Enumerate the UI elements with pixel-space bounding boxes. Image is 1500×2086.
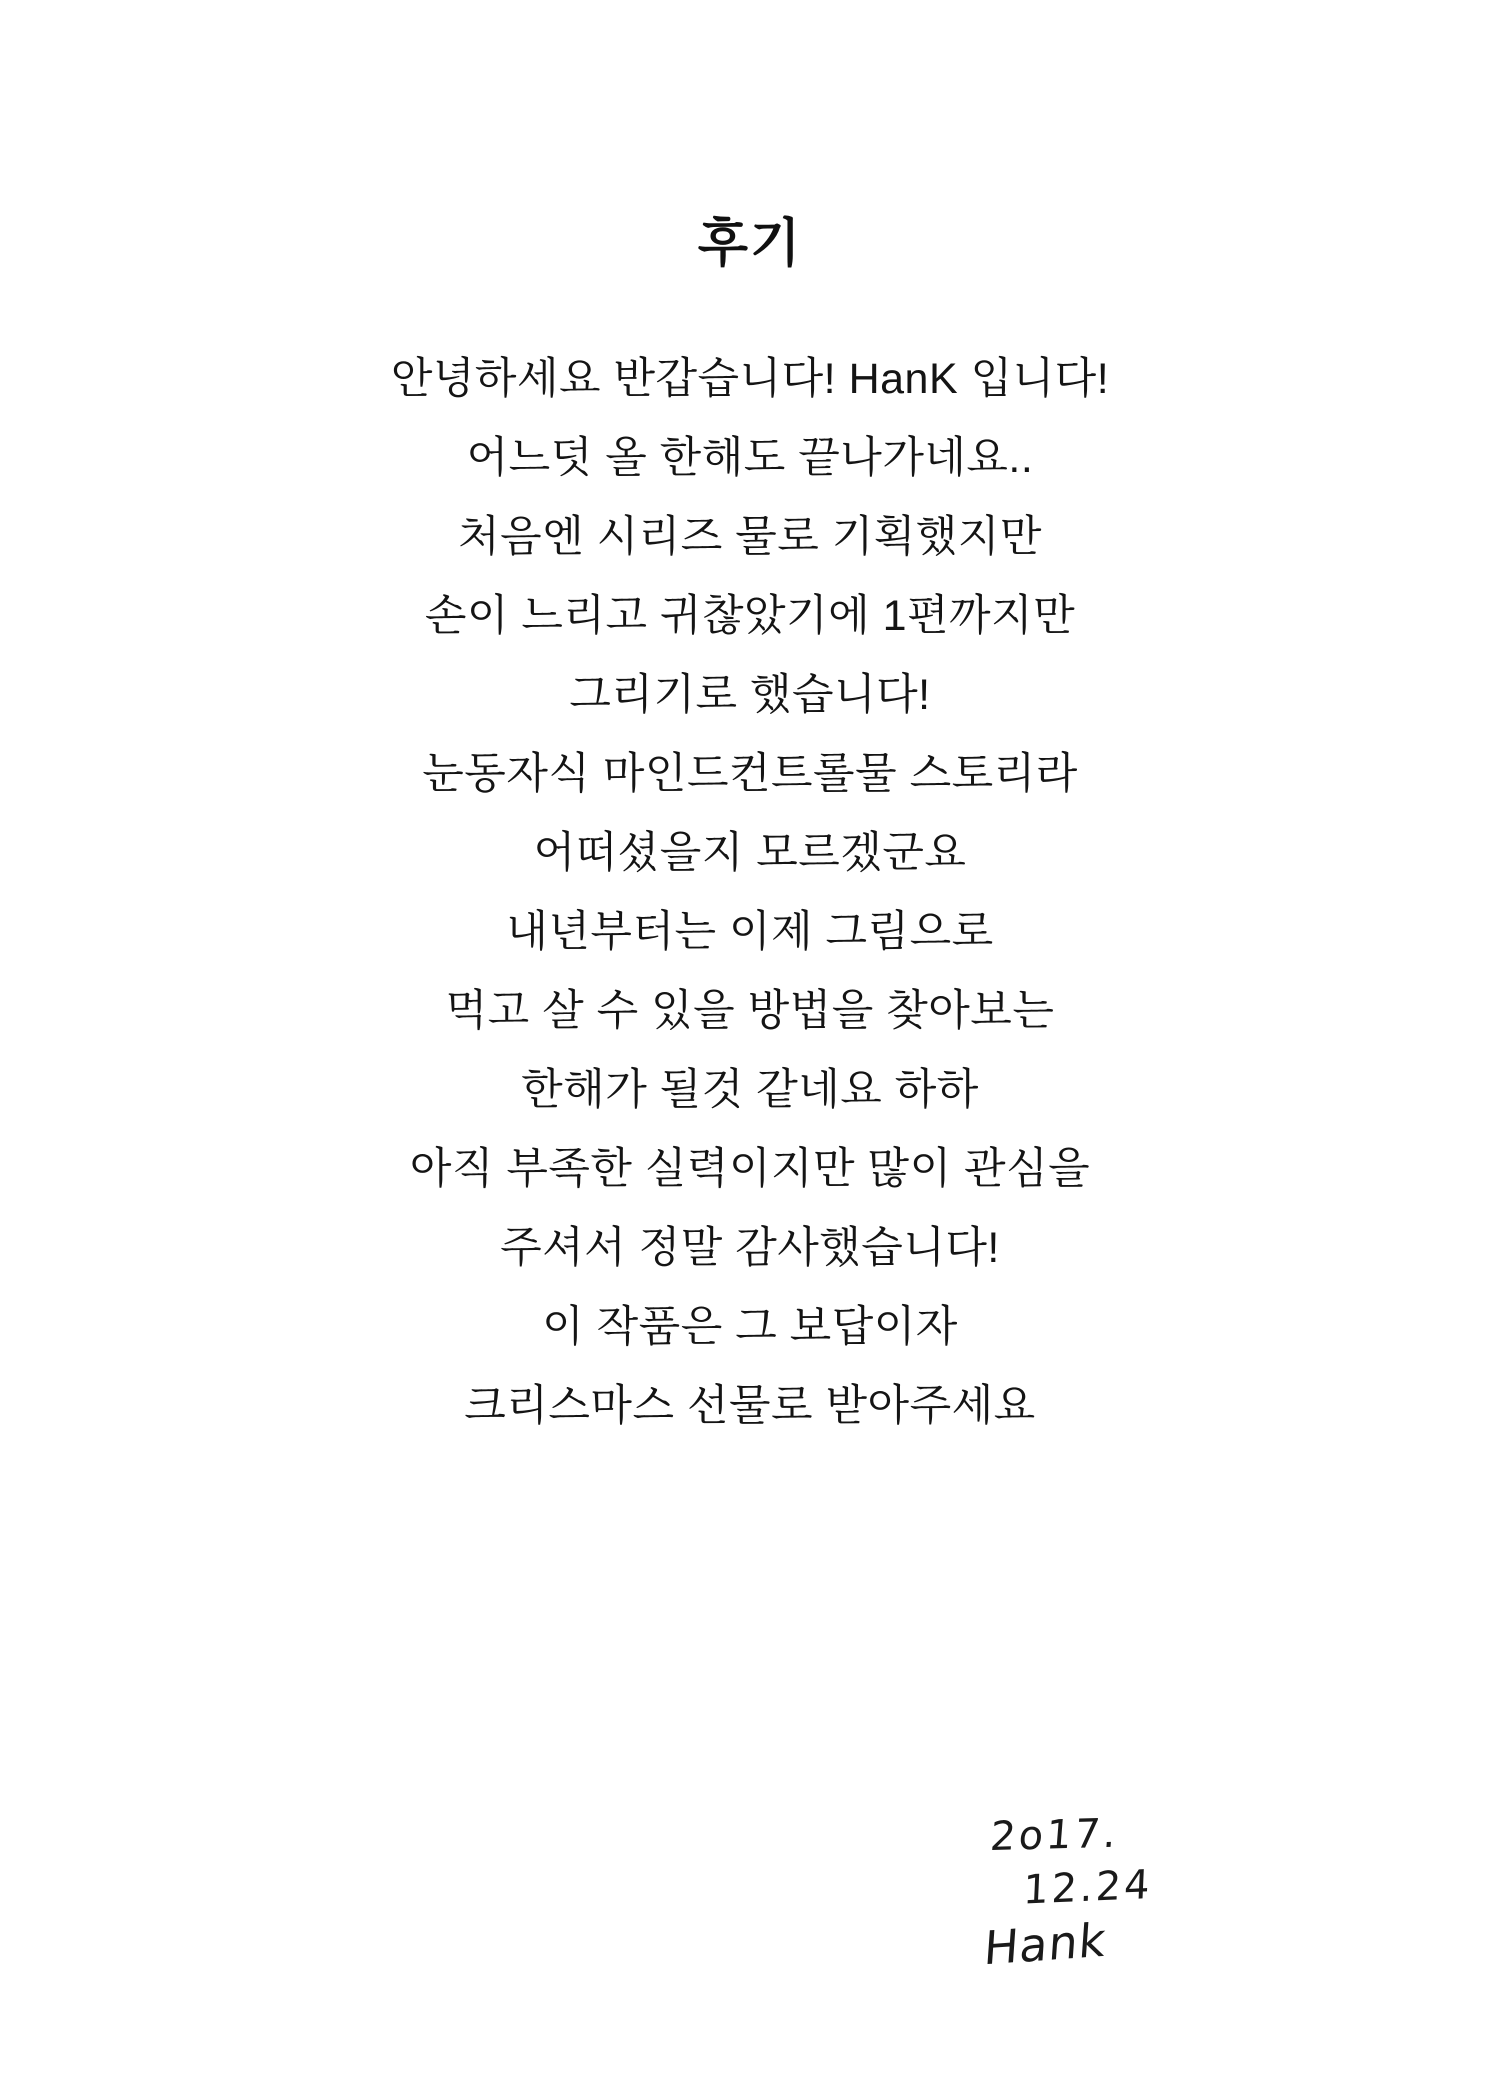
body-line: 먹고 살 수 있을 방법을 찾아보는 — [445, 987, 1055, 1035]
body-line: 손이 느리고 귀찮았기에 1편까지만 — [424, 592, 1076, 640]
afterword-body — [160, 340, 1340, 1446]
body-line: 처음엔 시리즈 물로 기획했지만 — [458, 513, 1042, 561]
page-title: 후기 — [697, 215, 803, 273]
body-line: 눈동자식 마인드컨트롤물 스토리라 — [422, 750, 1078, 798]
signature-block — [971, 1795, 1309, 1974]
signature-year: 2o17. — [988, 1810, 1121, 1861]
body-line: 안녕하세요 반갑습니다! HanK 입니다! — [390, 355, 1110, 403]
body-line: 내년부터는 이제 그림으로 — [506, 908, 994, 956]
body-line: 어느덧 올 한해도 끝나가네요.. — [466, 434, 1034, 482]
body-line: 이 작품은 그 보답이자 — [542, 1303, 958, 1351]
body-line: 아직 부족한 실력이지만 많이 관심을 — [409, 1145, 1091, 1193]
body-line: 그리기로 했습니다! — [569, 671, 931, 719]
body-line: 크리스마스 선물로 받아주세요 — [464, 1382, 1036, 1430]
body-line: 한해가 될것 같네요 하하 — [521, 1066, 979, 1114]
signature-name: Hank — [982, 1912, 1109, 1976]
signature-date: 12.24 — [1022, 1861, 1154, 1914]
body-line: 어떠셨을지 모르겠군요 — [533, 829, 967, 877]
body-line: 주셔서 정말 감사했습니다! — [500, 1224, 1000, 1272]
